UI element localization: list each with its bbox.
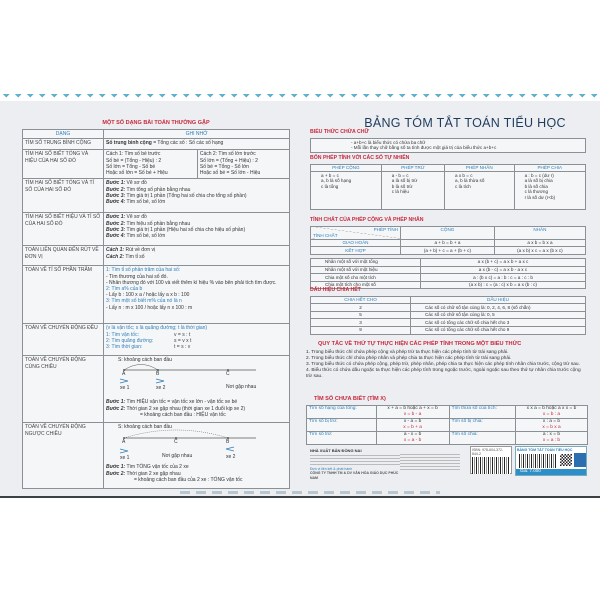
section-heading: TÍNH CHẤT CỦA PHÉP CỘNG VÀ PHÉP NHÂN (310, 217, 424, 223)
row-note (104, 266, 290, 324)
car-2-label: xe 2 (156, 385, 166, 392)
step-label: Cách 1: (106, 247, 125, 254)
step-label: Bước 1: (106, 399, 126, 406)
publisher-info (310, 449, 400, 480)
step-label: Bước 3: (106, 226, 126, 233)
note-line: Số bé = (Tổng - Hiệu) : 2 (106, 157, 162, 164)
divisor-header: CHIA HẾT CHO (311, 296, 411, 304)
bottom-dash-border (180, 491, 440, 494)
op-header: PHÉP NHÂN (445, 164, 515, 172)
find-unknown-section (306, 397, 588, 445)
row-type: TOÁN LIÊN QUAN ĐẾN RÚT VỀ ĐƠN VỊ (23, 246, 104, 266)
note-text: = Tổng các số : Số các số hạng (151, 140, 224, 147)
sign: Các số có chữ số tận cùng là: 0, 2, 4, 6, 8 (số chẵn) (411, 304, 586, 312)
section-heading: BỐN PHÉP TÍNH VỚI CÁC SỐ TỰ NHIÊN (310, 155, 410, 161)
note-line: Số lớn = (Tổng + Hiệu) : 2 (199, 157, 258, 164)
step-text: Tìm hiệu số phần bằng nhau (125, 220, 191, 227)
note-line: Hoặc số lớn = Số bé + Hiệu (106, 170, 168, 177)
common-problems-section (22, 120, 290, 489)
note-line: 1: Tìm tỉ số phần trăm của hai số: (106, 267, 181, 274)
row-type: TÌM HAI SỐ BIẾT TỔNG VÀ TỈ SỐ CỦA HAI SỐ ĐÓ (23, 179, 104, 213)
property-header: TÍNH CHẤT (313, 232, 338, 238)
step-label: Bước 4: (106, 233, 126, 240)
property-name: KẾT HỢP (311, 247, 401, 255)
expressions-section (310, 130, 586, 153)
solution: x = b + a (403, 424, 422, 430)
row-type: TOÁN VỀ CHUYỂN ĐỘNG ĐỀU (23, 324, 104, 356)
step-text: Tìm tổng số phần bằng nhau (125, 186, 191, 193)
op-line: c là tổng (321, 183, 339, 189)
divisibility-table (310, 296, 586, 335)
distance-label: S: khoảng cách ban đầu (118, 424, 172, 431)
step-label: Bước 1: (106, 214, 126, 221)
step-text: Tìm HIỆU vận tốc = vận tốc xe lớn - vận tốc xe bé (125, 399, 238, 406)
row-note (104, 139, 290, 150)
formula: t = s : v (174, 344, 191, 351)
opposite-direction-diagram (106, 424, 287, 464)
equation-cell (376, 431, 449, 444)
col-type-header: DẠNG (23, 130, 104, 139)
sign: Các số có tổng các chữ số chia hết cho 3 (411, 319, 586, 327)
row-note (104, 246, 290, 266)
equation: x - a = b (403, 419, 422, 425)
formula: a : (b x c) = a : b : c = a : c : b (421, 274, 586, 282)
op-line: c là hiệu (391, 189, 409, 195)
equation-cell (376, 418, 449, 431)
book-name: BẢNG TÓM TẮT TOÁN TIỂU HỌC (517, 448, 573, 452)
note-line: Cách 2: Tìm số lớn trước (199, 151, 256, 158)
step-label: Bước 2: (106, 186, 126, 193)
point-a: A (122, 371, 126, 378)
note-line: - Nhân thương đó với 100 và viết thêm kí hiệu % vào bên phải tích tìm được. (106, 279, 277, 286)
price-label (515, 446, 587, 476)
step-text: Tìm giá trị 1 phần (Hiệu hai số chia cho hiệu số phần) (125, 226, 246, 233)
method-1 (104, 150, 198, 179)
step-text: Vẽ sơ đồ (125, 214, 147, 221)
solution: x = a : b (542, 438, 561, 444)
row-type: TÌM SỐ TRUNG BÌNH CỘNG (23, 139, 104, 150)
isbn-barcode (470, 446, 512, 474)
equation-cell (515, 431, 587, 444)
divisor: 9 (311, 326, 411, 334)
note-line: - Lấy b : 100 x a / hoặc lấy a x b : 100 (106, 292, 190, 299)
rule-line: 4. Biểu thức có chứa dấu ngoặc ta thực hiện các phép tính trong ngoặc trước, ngoài ngoặc sau theo thứ tự nhân chia trước cộng trừ sau. (306, 368, 581, 379)
note-line: 3: Tìm thời gian: (106, 344, 143, 351)
section-heading: TÌM SỐ CHƯA BIẾT (TÌM X) (314, 396, 386, 402)
formula: a x (b - c) = a x b - a x c (421, 266, 586, 274)
note-line: - a+b+c là biểu thức có chứa ba chữ (351, 139, 426, 145)
rule-name: Chia một tích cho một số (311, 281, 421, 289)
note-line: Số lớn = Tổng - Số bé (106, 163, 156, 170)
step-label: Bước 2: (106, 220, 126, 227)
divisor: 3 (311, 319, 411, 327)
method-2 (197, 150, 289, 179)
formula: a + b = b + a (401, 239, 495, 247)
note-line: - Tìm thương của hai số đó. (106, 273, 168, 280)
section-heading: BIỂU THỨC CHỨA CHỮ (310, 129, 369, 135)
row-note (104, 213, 290, 246)
sign-header: DẤU HIỆU (411, 296, 586, 304)
price-text: Giá: 7.000 (516, 469, 586, 475)
op-cell (445, 172, 515, 210)
sign: Các số có tổng các chữ số chia hết cho 9 (411, 326, 586, 334)
properties-table (310, 226, 586, 255)
barcode (472, 457, 510, 474)
sign: Các số có chữ số tận cùng là: 0, 5 (411, 311, 586, 319)
common-problems-table (22, 129, 290, 489)
meeting-point-label: Nơi gặp nhau (162, 453, 193, 460)
note-line: 2: Tìm a% của b (106, 286, 143, 293)
bold-term: Số trung bình cộng (106, 140, 152, 147)
formula: a x b = b x a (494, 239, 585, 247)
distributive-table (310, 258, 586, 289)
op-line: c là thương (524, 189, 549, 195)
formula: (a + b) + c = a + (b + c) (401, 247, 495, 255)
step-text: = khoảng cách ban đầu của 2 xe : TỔNG vận tốc (134, 476, 243, 483)
row-type: TOÁN VỀ CHUYỂN ĐỘNG NGƯỢC CHIỀU (23, 423, 104, 489)
distributor-name: CÔNG TY TNHH TM & DV VĂN HÓA GIÁO DỤC PHÚC NAM (310, 471, 399, 480)
step-label: Bước 2: (106, 405, 126, 412)
properties-section (310, 218, 586, 289)
case-label: Tìm số trừ: (307, 431, 377, 444)
solution: x = b x a (542, 424, 561, 430)
motion-line-diagram (106, 357, 292, 399)
point-b: B (226, 439, 230, 446)
property-name: GIAO HOÁN (311, 239, 401, 247)
meeting-point-label: Nơi gặp nhau (226, 384, 257, 391)
op-cell (381, 172, 444, 210)
op-header: PHÉP TÍNH (373, 227, 398, 233)
formula: s = v x t (174, 337, 192, 344)
rule-line: 3. Trong biểu thức có chứa phép cộng, phép trừ, phép nhân, phép chia ta thực hiện các phép tính nhân chia trước, cộng trừ sau. (306, 362, 580, 367)
rule-name: Nhân một số với một hiệu (311, 266, 421, 274)
op-line: a là số bị chia (524, 178, 553, 184)
op-line: a : b = c (dư r) (524, 172, 554, 178)
op-cell (311, 172, 382, 210)
equation: a : x = b (542, 432, 561, 438)
motion-line-diagram (106, 424, 292, 464)
equation-cell (515, 405, 587, 418)
op-line: a - b = c (391, 172, 409, 178)
op-line: b là số trừ (391, 183, 413, 189)
point-c: C (226, 371, 230, 378)
formula: a x (b + c) = a x b + a x c (421, 258, 586, 266)
divisor: 5 (311, 311, 411, 319)
row-type: TÌM HAI SỐ BIẾT HIỆU VÀ TỈ SỐ CỦA HAI SỐ ĐÓ (23, 213, 104, 246)
case-label: Tìm số chia: (449, 431, 515, 444)
same-direction-diagram (106, 357, 287, 399)
op-line: c là tích (455, 183, 471, 189)
step-label: Bước 4: (106, 199, 126, 206)
op-line: a, b là thừa số (455, 178, 485, 184)
note-line: Số bé = Tổng - Số lớn (199, 163, 250, 170)
step-text: Tìm số bé, số lớn (125, 233, 166, 240)
step-text: Tìm số bé, số lớn (125, 199, 166, 206)
step-text: Vẽ sơ đồ (125, 180, 147, 187)
publisher-logo-icon (574, 453, 586, 467)
case-label: Tìm số bị chia: (449, 418, 515, 431)
section-heading: QUY TẮC VỀ THỨ TỰ THỰC HIỆN CÁC PHÉP TÍNH TRONG MỘT BIỂU THỨC (318, 341, 522, 347)
add-header: CỘNG (401, 226, 495, 239)
step-text: Tìm tỉ số (124, 253, 145, 260)
row-type: TÌM HAI SỐ BIẾT TỔNG VÀ HIỆU CỦA HAI SỐ ĐÓ (23, 150, 104, 179)
step-label: Bước 1: (106, 180, 126, 187)
divisor: 2 (311, 304, 411, 312)
equation: x : a = b (542, 419, 561, 425)
op-header: PHÉP TRỪ (381, 164, 444, 172)
point-c: C (174, 439, 178, 446)
formula: v = s : t (174, 331, 191, 338)
rule-line: 2. Trong biểu thức chỉ chứa phép nhân và phép chia ta thực hiện các phép tính từ trái sang phải. (306, 356, 512, 361)
solution: x = b : a (542, 411, 561, 417)
step-label: Bước 2: (106, 470, 126, 477)
op-line: b là số chia (524, 183, 548, 189)
find-unknown-table (306, 405, 588, 446)
op-line: a là số bị trừ (391, 178, 418, 184)
col-note-header: GHI NHỚ (104, 130, 290, 139)
op-header: PHÉP CHIA (514, 164, 585, 172)
note-line: Hoặc số bé = Số lớn - Hiệu (199, 170, 261, 177)
op-line: a, b là số hạng (321, 178, 352, 184)
four-operations-section (310, 156, 586, 210)
step-text: Tìm TỔNG vận tốc của 2 xe (125, 464, 189, 471)
step-label: Bước 1: (106, 464, 126, 471)
note-line: 1: Tìm vận tốc: (106, 331, 139, 338)
step-text: Rút về đơn vị (124, 247, 156, 254)
solution: x = a - b (403, 438, 422, 444)
formula: (a x b) x c = a x (b x c) (494, 247, 585, 255)
rule-name: Nhân một số với một tổng (311, 258, 421, 266)
row-note (104, 423, 290, 489)
common-problems-title: MỘT SỐ DẠNG BÀI TOÁN THƯỜNG GẶP (102, 120, 210, 126)
equation-cell (515, 418, 587, 431)
top-triangle-border (0, 94, 600, 101)
step-text: = khoảng cách ban đầu : HIỆU vận tốc (140, 411, 226, 418)
equation: x x a = b hoặc a x x = b (526, 406, 577, 412)
row-type: TOÁN VỀ TỈ SỐ PHẦN TRĂM (23, 266, 104, 324)
distance-label: S: khoảng cách ban đầu (118, 357, 172, 364)
op-line: a + b = c (321, 172, 339, 178)
equation-cell (376, 405, 449, 418)
rule-name: Chia một số cho một tích (311, 274, 421, 282)
op-cell (514, 172, 585, 210)
isbn-text: ISBN: 978-604-372-844-2 (472, 448, 504, 457)
row-note (104, 324, 290, 356)
case-label: Tìm số bị trừ: (307, 418, 377, 431)
equation: x + a = b hoặc a + x = b (387, 406, 438, 412)
note-line: 2: Tìm quãng đường: (106, 337, 154, 344)
note-line: (v là vận tốc; s là quãng đường; t là thời gian) (106, 325, 208, 332)
four-operations-table (310, 164, 586, 211)
note-line: - Mỗi lần thay chữ bằng số ta tính được một giá trị của biểu thức a+b+c (351, 145, 497, 151)
point-b: B (156, 371, 160, 378)
math-summary-poster (0, 94, 600, 498)
row-type: TOÁN VỀ CHUYỂN ĐỘNG CÙNG CHIỀU (23, 356, 104, 423)
note-line: - Lấy n : m x 100 / hoặc lấy n x 100 : m (106, 304, 193, 311)
car-1-label: xe 1 (120, 385, 130, 392)
step-label: Cách 2: (106, 253, 125, 260)
barcode (519, 454, 557, 468)
row-note (104, 179, 290, 213)
qr-code (560, 454, 572, 466)
point-a: A (122, 439, 126, 446)
mul-header: NHÂN (494, 226, 585, 239)
corner-header (311, 226, 401, 239)
op-line: r là số dư (r<b) (524, 195, 556, 201)
case-label: Tìm thừa số của tích: (449, 405, 515, 418)
step-text: Thời gian 2 xe gặp nhau (thời gian xe 1 đuổi kịp xe 2) (125, 405, 246, 412)
case-label: Tìm số hạng của tổng: (307, 405, 377, 418)
op-line: a x b = c (455, 172, 473, 178)
publisher-name: NHÀ XUẤT BẢN ĐỒNG NAI (310, 448, 362, 453)
car-1-label: xe 1 (120, 455, 130, 462)
note-line: Cách 1: Tìm số bé trước (106, 151, 161, 158)
car-2-label: xe 2 (226, 454, 236, 461)
step-text: Thời gian 2 xe gặp nhau (125, 470, 181, 477)
distributor-label: Đơn vị liên kết & phát hành (310, 467, 353, 472)
op-header: PHÉP CỘNG (311, 164, 382, 172)
step-label: Bước 3: (106, 192, 126, 199)
order-of-operations-section (306, 341, 588, 380)
equation: a - x = b (403, 432, 422, 438)
divisibility-section (310, 288, 586, 335)
section-heading: DẤU HIỆU CHIA HẾT (310, 287, 361, 293)
row-note (104, 356, 290, 423)
step-text: Tìm giá trị 1 phần (Tổng hai số chia cho tổng số phần) (125, 192, 247, 199)
formula: (a x b) : c = (a : c) x b = a x (b : c) (421, 281, 586, 289)
imprint-text (400, 454, 460, 470)
note-line: 3: Tìm một số biết m% của nó là n (106, 298, 182, 305)
rule-line: 1. Trong biểu thức chỉ chứa phép cộng và phép trừ ta thực hiện các phép tính từ trái sang phải. (306, 350, 509, 355)
solution: x = b - a (403, 411, 422, 417)
poster-title: BẢNG TÓM TẮT TOÁN TIỂU HỌC (364, 116, 566, 130)
